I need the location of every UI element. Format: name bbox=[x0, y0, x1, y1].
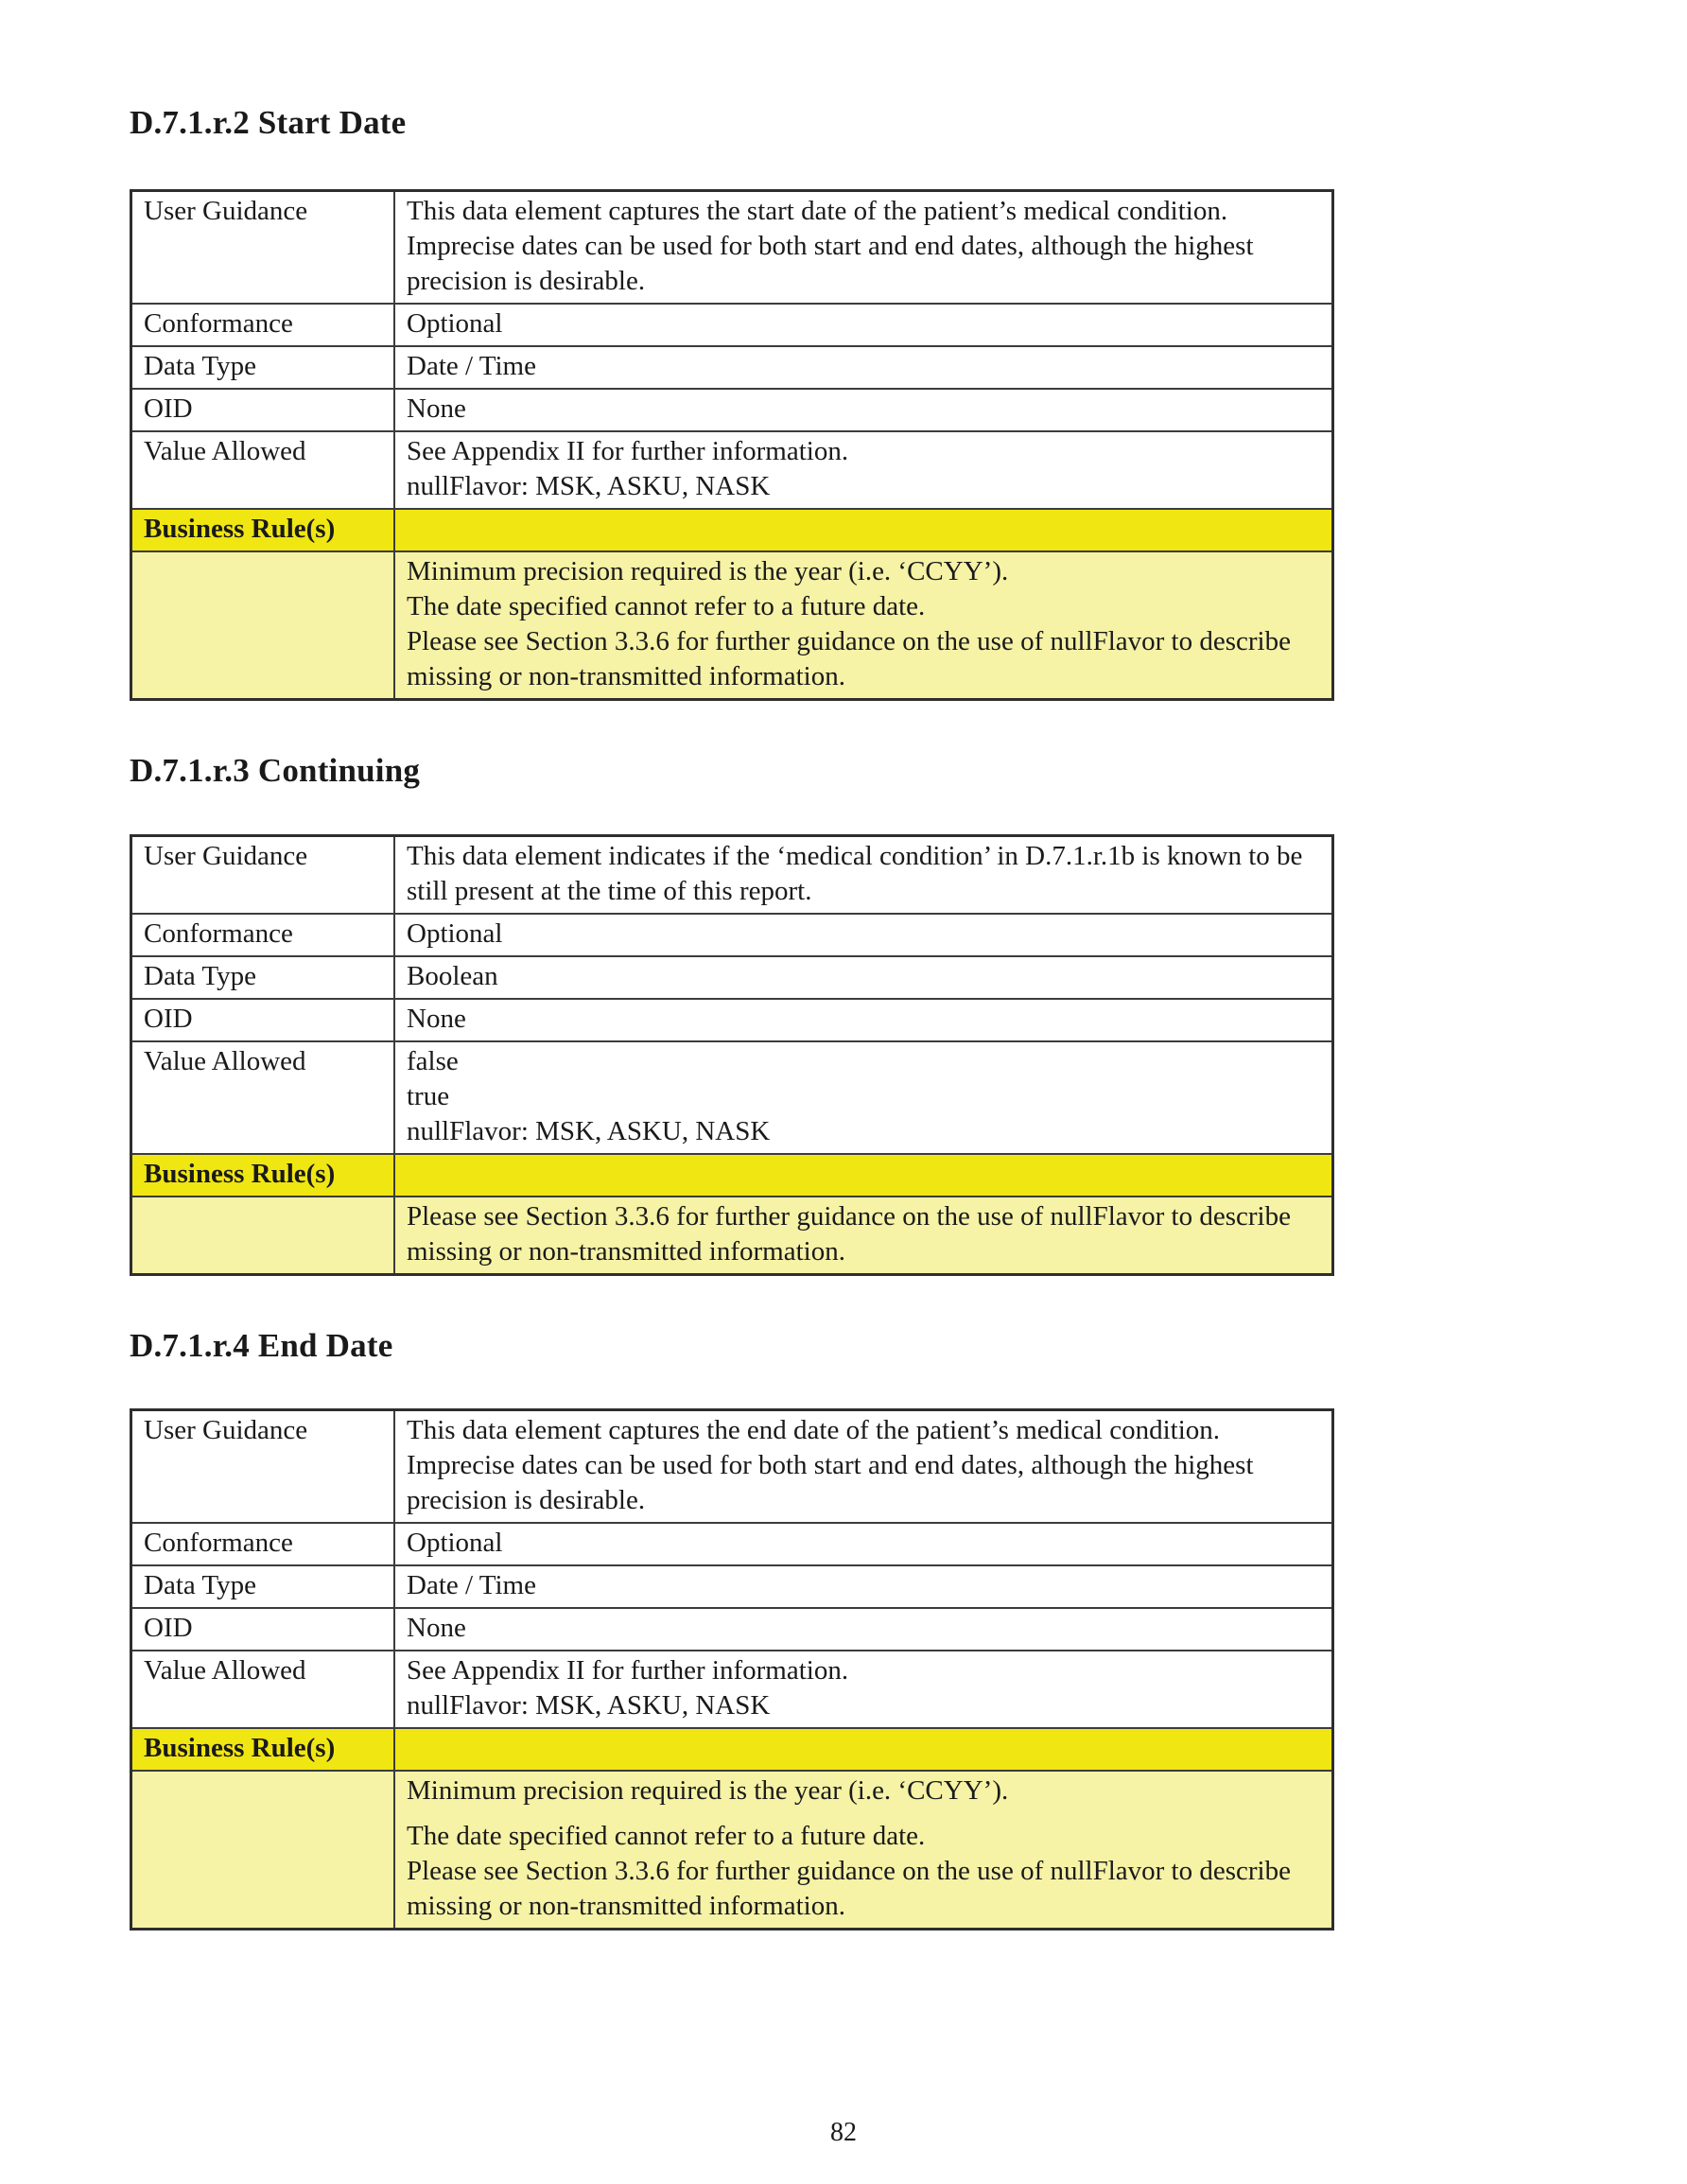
spec-table-end-date bbox=[130, 1408, 1334, 1931]
business-rules-label: Business Rule(s) bbox=[131, 1728, 395, 1771]
table-row-user-guidance bbox=[131, 191, 1333, 305]
table-row-value-allowed bbox=[131, 1041, 1333, 1154]
table-row-data-type bbox=[131, 956, 1333, 999]
table-row-conformance bbox=[131, 304, 1333, 346]
business-rules-header-spacer bbox=[394, 1154, 1333, 1197]
business-rules-text bbox=[394, 1771, 1333, 1930]
row-label: User Guidance bbox=[131, 191, 395, 305]
business-rules-label: Business Rule(s) bbox=[131, 1154, 395, 1197]
table-row-oid bbox=[131, 999, 1333, 1041]
row-label: OID bbox=[131, 1608, 395, 1651]
row-label: OID bbox=[131, 999, 395, 1041]
row-value: Boolean bbox=[394, 956, 1333, 999]
row-value bbox=[394, 1041, 1333, 1154]
section-heading: D.7.1.r.2 Start Date bbox=[130, 104, 407, 141]
business-rule: The date specified cannot refer to a future date. bbox=[407, 1820, 926, 1851]
business-rules-text bbox=[394, 1197, 1333, 1275]
row-value: None bbox=[394, 1608, 1333, 1651]
business-rules-header-spacer bbox=[394, 1728, 1333, 1771]
row-value: Optional bbox=[394, 304, 1333, 346]
table-row-conformance bbox=[131, 1523, 1333, 1565]
value-line: nullFlavor: MSK, ASKU, NASK bbox=[407, 1115, 771, 1146]
row-label: Data Type bbox=[131, 1565, 395, 1608]
business-rules-body-spacer bbox=[131, 1197, 395, 1275]
row-value bbox=[394, 1651, 1333, 1728]
row-value: Date / Time bbox=[394, 346, 1333, 389]
row-value: Optional bbox=[394, 1523, 1333, 1565]
table-row-value-allowed bbox=[131, 431, 1333, 509]
page-content bbox=[130, 0, 1334, 1931]
table-row-conformance bbox=[131, 914, 1333, 956]
value-line: false bbox=[407, 1045, 459, 1076]
spec-table-continuing bbox=[130, 834, 1334, 1276]
table-row-business-rules-header bbox=[131, 509, 1333, 551]
row-label: User Guidance bbox=[131, 835, 395, 914]
business-rules-body-spacer bbox=[131, 1771, 395, 1930]
row-label: User Guidance bbox=[131, 1409, 395, 1523]
row-label: Conformance bbox=[131, 304, 395, 346]
section-heading: D.7.1.r.4 End Date bbox=[130, 1326, 393, 1364]
row-label: Value Allowed bbox=[131, 1651, 395, 1728]
business-rule: Please see Section 3.3.6 for further guidance on the use of nullFlavor to describe missing or non-transmitted information. bbox=[407, 1855, 1291, 1921]
row-label: Value Allowed bbox=[131, 431, 395, 509]
row-value: This data element captures the end date of the patient’s medical condition. Imprecise dates can be used for both start and end dates, although the highest precision is desirable. bbox=[394, 1409, 1333, 1523]
table-row-oid bbox=[131, 389, 1333, 431]
business-rule: The date specified cannot refer to a future date. bbox=[407, 591, 926, 622]
table-row-data-type bbox=[131, 346, 1333, 389]
business-rules-label: Business Rule(s) bbox=[131, 509, 395, 551]
business-rule: Please see Section 3.3.6 for further guidance on the use of nullFlavor to describe missing or non-transmitted information. bbox=[407, 1200, 1291, 1267]
section-end-date bbox=[130, 1327, 1334, 1931]
table-row-business-rules-header bbox=[131, 1728, 1333, 1771]
business-rule: Minimum precision required is the year (i.e. ‘CCYY’). bbox=[407, 556, 1009, 587]
row-value: None bbox=[394, 999, 1333, 1041]
business-rules-text bbox=[394, 551, 1333, 700]
row-label: Conformance bbox=[131, 914, 395, 956]
row-value: This data element indicates if the ‘medical condition’ in D.7.1.r.1b is known to be still present at the time of this report. bbox=[394, 835, 1333, 914]
table-row-business-rules-header bbox=[131, 1154, 1333, 1197]
value-line: nullFlavor: MSK, ASKU, NASK bbox=[407, 1689, 771, 1721]
section-start-date bbox=[130, 104, 1334, 701]
value-line: true bbox=[407, 1080, 450, 1111]
row-value: Optional bbox=[394, 914, 1333, 956]
table-row-business-rules-body bbox=[131, 551, 1333, 700]
business-rule: Please see Section 3.3.6 for further guidance on the use of nullFlavor to describe missing or non-transmitted information. bbox=[407, 626, 1291, 692]
table-row-user-guidance bbox=[131, 1409, 1333, 1523]
page-number: 82 bbox=[830, 2118, 857, 2147]
row-label: Data Type bbox=[131, 956, 395, 999]
table-row-business-rules-body bbox=[131, 1197, 1333, 1275]
spec-table-start-date bbox=[130, 189, 1334, 701]
row-label: OID bbox=[131, 389, 395, 431]
section-continuing bbox=[130, 752, 1334, 1275]
row-value: Date / Time bbox=[394, 1565, 1333, 1608]
table-row-business-rules-body bbox=[131, 1771, 1333, 1930]
row-value bbox=[394, 431, 1333, 509]
row-label: Conformance bbox=[131, 1523, 395, 1565]
value-line: See Appendix II for further information. bbox=[407, 1654, 849, 1686]
table-row-oid bbox=[131, 1608, 1333, 1651]
table-row-data-type bbox=[131, 1565, 1333, 1608]
value-line: nullFlavor: MSK, ASKU, NASK bbox=[407, 471, 771, 502]
row-value: None bbox=[394, 389, 1333, 431]
business-rule: Minimum precision required is the year (i.e. ‘CCYY’). bbox=[407, 1774, 1009, 1806]
row-label: Value Allowed bbox=[131, 1041, 395, 1154]
business-rules-body-spacer bbox=[131, 551, 395, 700]
table-row-user-guidance bbox=[131, 835, 1333, 914]
table-row-value-allowed bbox=[131, 1651, 1333, 1728]
row-label: Data Type bbox=[131, 346, 395, 389]
section-heading: D.7.1.r.3 Continuing bbox=[130, 752, 421, 790]
row-value: This data element captures the start date of the patient’s medical condition. Imprecise dates can be used for both start and end dates, although the highest precision is desirable. bbox=[394, 191, 1333, 305]
value-line: See Appendix II for further information. bbox=[407, 436, 849, 467]
business-rules-header-spacer bbox=[394, 509, 1333, 551]
